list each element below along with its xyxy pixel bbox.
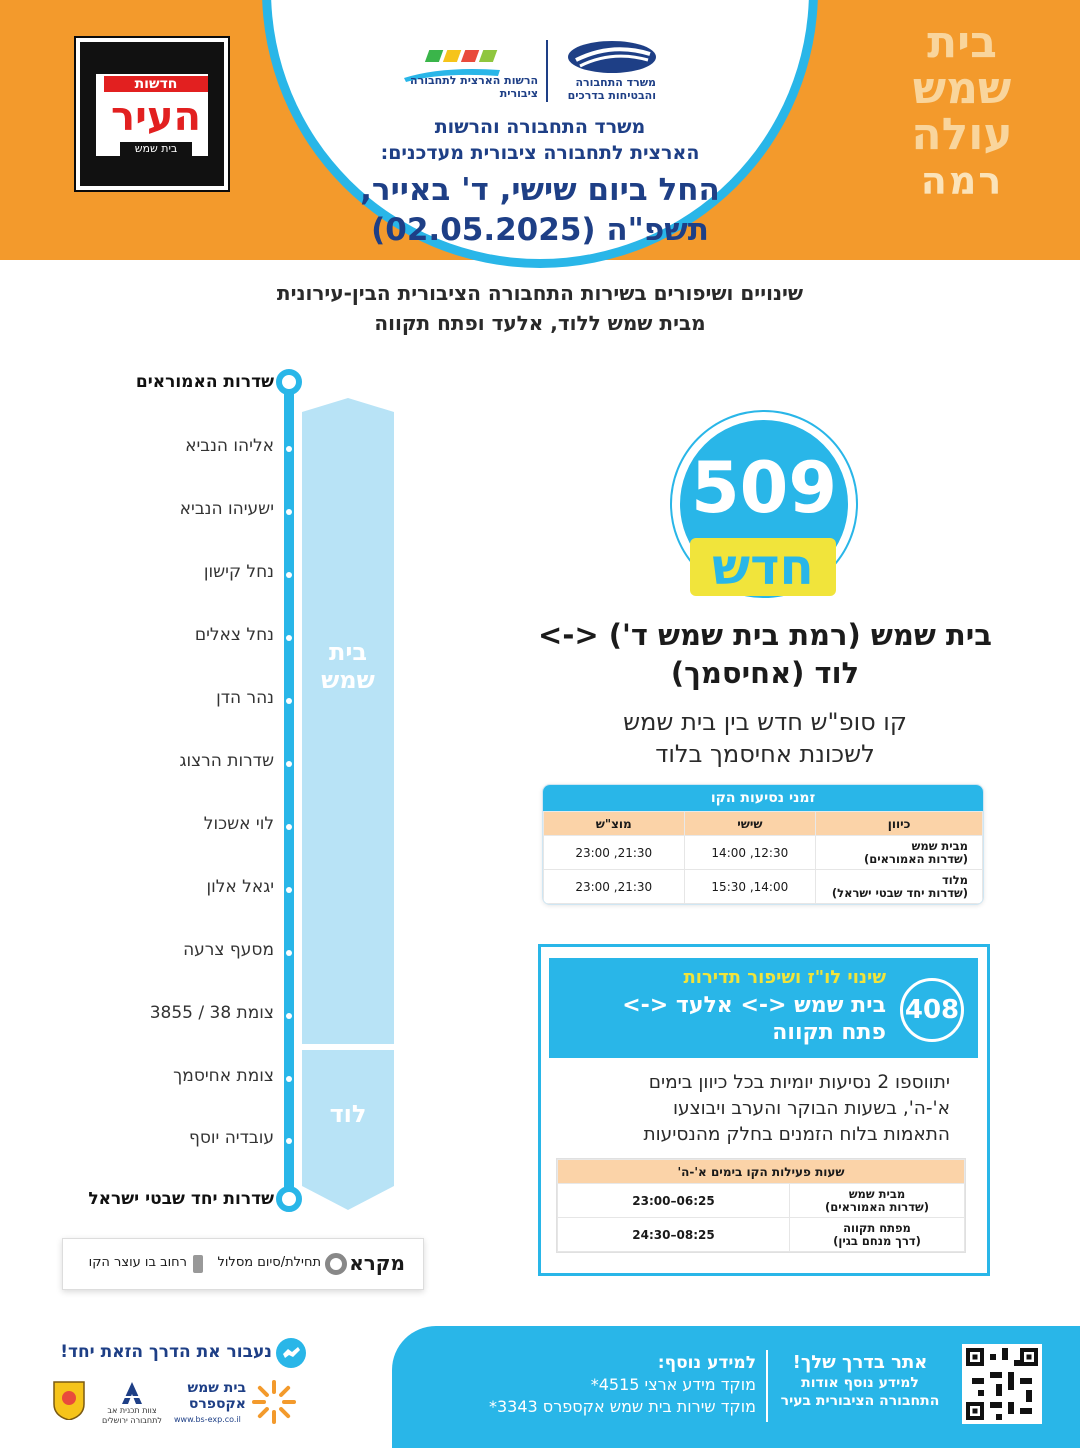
stop-label: שדרות האמוראים — [135, 372, 274, 392]
stop-dot — [286, 1013, 292, 1019]
line-509-number: 509 — [690, 447, 838, 529]
direction-cell: מלוד (שדרות יחד שבטי ישראל) — [816, 870, 983, 904]
stop-label: מסעף צרעה — [183, 940, 274, 960]
column-header: כיוון — [816, 812, 983, 836]
direction-cell: מבית שמש (שדרות האמוראים) — [790, 1184, 965, 1218]
announcement-date: החל ביום שישי, ד' באייר, תשפ"ה (02.05.2025) — [360, 172, 720, 248]
table-row — [544, 836, 983, 870]
stop-label: צומת אחיסמך — [173, 1066, 274, 1086]
newspaper-logo — [76, 38, 228, 190]
newspaper-logo-sub: בית שמש — [120, 142, 192, 156]
stop-dot — [286, 950, 292, 956]
line-509-description: קו סופ"ש חדש בין בית שמש לשכונת אחיסמך בלוד — [623, 708, 907, 768]
zone-lod — [302, 1050, 394, 1210]
column-header: שישי — [684, 812, 816, 836]
hours-cell: 06:25–23:00 — [558, 1184, 790, 1218]
table-row — [558, 1218, 965, 1252]
stop-label: עובדיה יוסף — [188, 1128, 274, 1148]
stop-dot — [286, 698, 292, 704]
hours-cell: 08:25–24:30 — [558, 1218, 790, 1252]
schedule-table — [543, 811, 983, 904]
direction-cell: מבית שמש (שדרות האמוראים) — [816, 836, 983, 870]
together-slogan: נעבור את הדרך הזאת יחד! — [60, 1342, 272, 1362]
saturday-cell: 21:30, 23:00 — [544, 836, 685, 870]
column-header: מוצ"ש — [544, 812, 685, 836]
handshake-icon — [276, 1338, 306, 1368]
city-tag: בית שמש עולה רמה — [911, 17, 1013, 203]
stop-dot — [286, 572, 292, 578]
announcement-intro: משרד התחבורה והרשות הארצית לתחבורה ציבורית מעדכנים: — [380, 116, 700, 164]
schedule-table — [557, 1159, 965, 1252]
operator-logo-icon — [250, 1378, 298, 1426]
operator-name: בית שמש אקספרס www.bs-exp.co.il — [174, 1380, 246, 1424]
footer-divider — [766, 1350, 768, 1422]
stop-dot — [286, 635, 292, 641]
line-509-route: בית שמש (רמת בית שמש ד') <-> לוד (אחיסמך) — [538, 618, 992, 690]
stop-label: יגאל אלון — [206, 877, 274, 897]
map-legend — [62, 1238, 424, 1290]
stop-dot — [286, 887, 292, 893]
line-509-new-label: חדש — [690, 538, 836, 596]
logo-divider — [546, 40, 548, 102]
schedule-title: זמני נסיעות הקו — [543, 785, 983, 811]
stop-label: נחל צאלים — [194, 625, 274, 645]
legend-stop-label: רחוב בו עוצר הקו — [88, 1255, 187, 1270]
authority-logo-text: הרשות הארצית לתחבורה ציבורית — [410, 74, 538, 100]
stop-label: נהר הדן — [216, 688, 274, 708]
line-408-schedule — [556, 1158, 966, 1253]
route-endpoint-start — [276, 369, 302, 395]
stop-dot — [286, 824, 292, 830]
zone-beit-shemesh — [302, 398, 394, 1044]
route-endpoint-end — [276, 1186, 302, 1212]
qr-code-icon[interactable] — [962, 1344, 1042, 1424]
saturday-cell: 21:30, 23:00 — [544, 870, 685, 904]
stop-label: לוי אשכול — [203, 814, 274, 834]
friday-cell: 14:00, 15:30 — [684, 870, 816, 904]
intro-heading: שינויים ושיפורים בשירות התחבורה הציבורית הבין-עירונית מבית שמש ללוד, אלעד ופתח תקווה — [276, 281, 804, 335]
line-408-headline: שינוי לו"ז ושיפור תדירות — [683, 967, 886, 988]
stop-label: אליהו הנביא — [185, 436, 274, 456]
website-promo: אתר בדרך שלך! למידע נוסף אודות התחבורה הציבורית בעיר — [780, 1352, 940, 1409]
line-509-schedule — [542, 784, 984, 905]
legend-endpoint-label: תחילת/סיום מסלול — [217, 1255, 321, 1270]
zone-label-lod: לוד — [329, 1100, 367, 1128]
ministry-logo-text: משרד התחבורה והבטיחות בדרכים — [567, 76, 656, 102]
stop-dot — [286, 446, 292, 452]
line-408-route: בית שמש <-> אלעד <-> פתח תקווה — [622, 993, 886, 1045]
zone-label-beit-shemesh: בית שמש — [321, 638, 375, 694]
legend-title: מקרא — [349, 1251, 405, 1275]
jerusalem-plan-logo-icon — [118, 1380, 146, 1406]
table-header-row — [544, 812, 983, 836]
stop-dot — [286, 1076, 292, 1082]
jerusalem-plan-name: צוות תכנית אב לתחבורה ירושלים — [102, 1406, 162, 1425]
friday-cell: 12:30, 14:00 — [684, 836, 816, 870]
stop-dot — [286, 509, 292, 515]
stop-label: צומת 38 / 3855 — [149, 1003, 274, 1023]
stop-dot — [286, 1138, 292, 1144]
table-row — [544, 870, 983, 904]
line-408-description: יתווספו 2 נסיעות יומיות בכל כיוון בימים א'-ה', בשעות הבוקר והערב ויבוצעו התאמות בלוח הזמנים בחלק מהנסיעות — [643, 1072, 950, 1145]
stop-label: ישעיהו הנביא — [179, 499, 274, 519]
ministry-logo-icon — [566, 40, 658, 74]
legend-endpoint-icon — [325, 1253, 347, 1275]
table-header-row — [558, 1160, 965, 1184]
stop-dot — [286, 761, 292, 767]
newspaper-logo-top: חדשות — [104, 76, 208, 92]
newspaper-logo-main: העיר — [111, 94, 201, 140]
stop-label: נחל קישון — [203, 562, 274, 582]
stop-label: שדרות יחד שבטי ישראל — [88, 1189, 274, 1209]
contact-info: למידע נוסף: מוקד מידע ארצי 4515* מוקד שירות בית שמש אקספרס 3343* — [489, 1353, 756, 1416]
line-408-badge: 408 — [900, 978, 964, 1042]
schedule-title: שעות פעילות הקו בימים א'-ה' — [558, 1160, 965, 1184]
stop-label: שדרות הרצוג — [179, 751, 274, 771]
table-row — [558, 1184, 965, 1218]
municipality-emblem-icon — [52, 1380, 86, 1420]
direction-cell: מפתח תקווה (דרך מנחם בגין) — [790, 1218, 965, 1252]
legend-stop-icon — [193, 1255, 203, 1273]
